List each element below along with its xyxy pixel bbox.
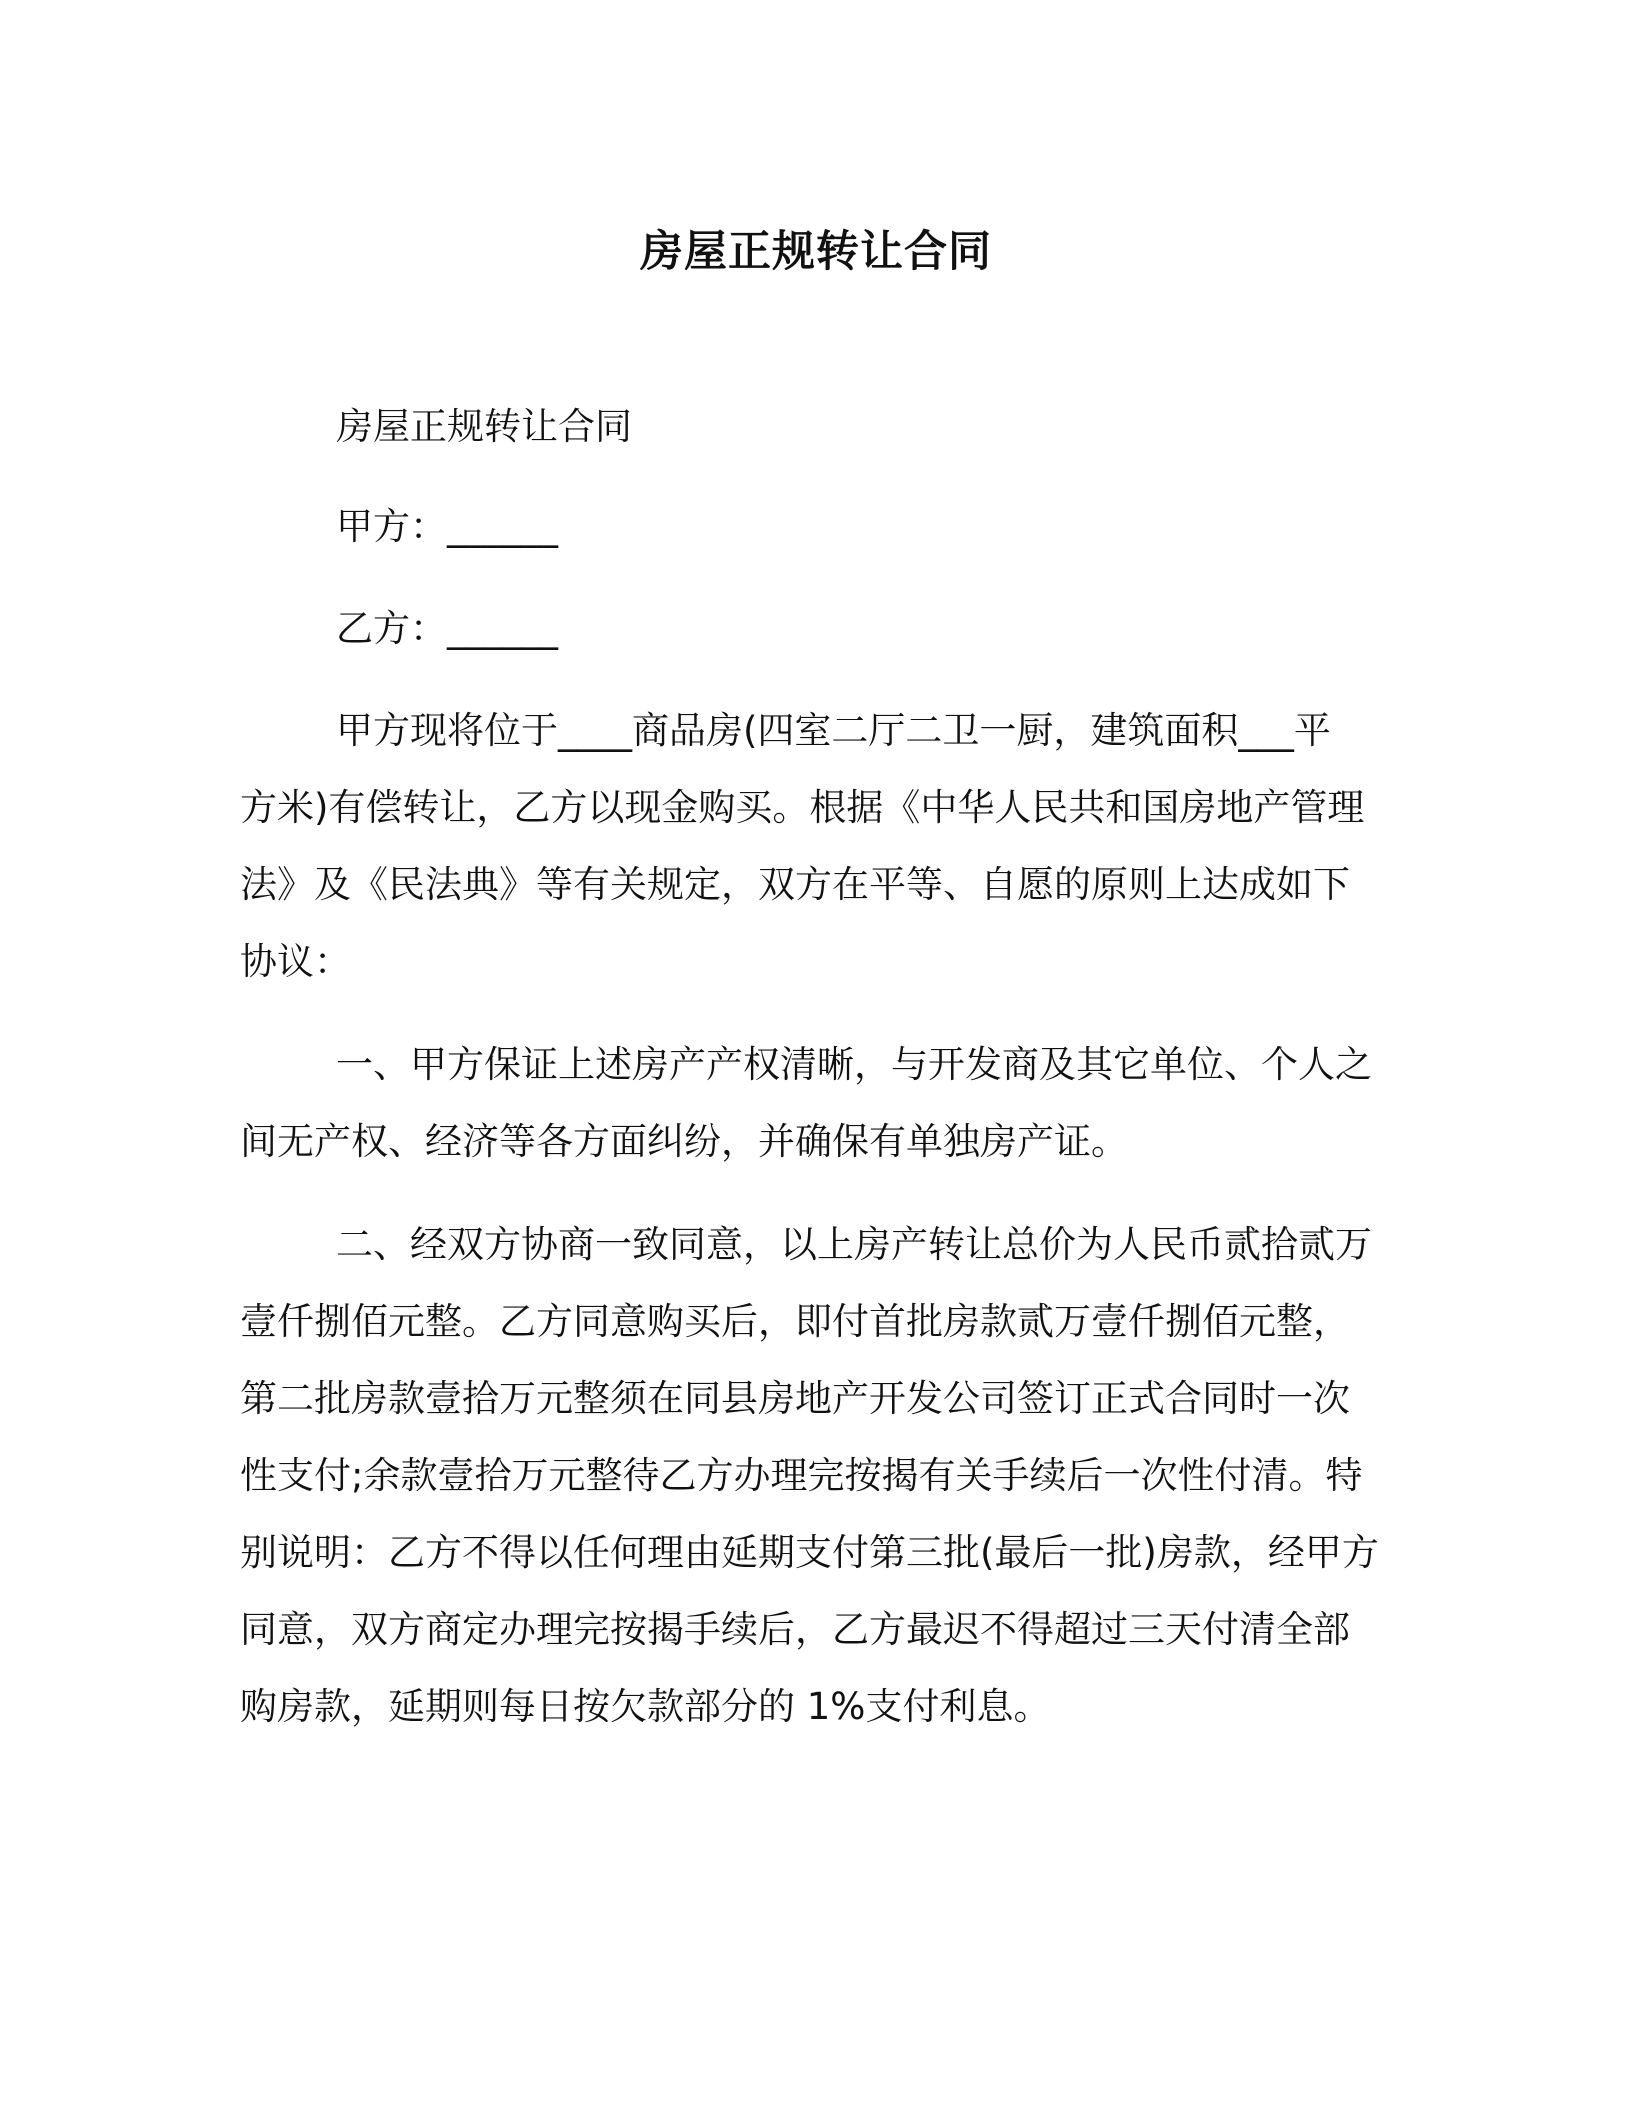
intro-line: 甲方现将位于____商品房(四室二厅二卫一厨，建筑面积___平: [336, 709, 1331, 752]
clause-2-line: 购房款，延期则每日按欠款部分的 1%支付利息。: [240, 1685, 1051, 1728]
clause-1-line: 一、甲方保证上述房产产权清晰，与开发商及其它单位、个人之: [336, 1043, 1372, 1086]
clause-1-line: 间无产权、经济等各方面纠纷，并确保有单独房产证。: [240, 1120, 1128, 1163]
party-b-line: [240, 590, 1372, 667]
clause-2-line: 别说明：乙方不得以任何理由延期支付第三批(最后一批)房款，经甲方: [240, 1531, 1379, 1574]
document-subtitle: [240, 388, 1372, 465]
party-a-text: 甲方：______: [336, 505, 558, 548]
intro-line: 方米)有偿转让，乙方以现金购买。根据《中华人民共和国房地产管理: [240, 786, 1365, 829]
party-b-text: 乙方：______: [336, 607, 558, 650]
clause-2-line: 性支付;余款壹拾万元整待乙方办理完按揭有关手续后一次性付清。特: [240, 1454, 1363, 1497]
party-a-line: [240, 488, 1372, 565]
clause-1-paragraph: [240, 1026, 1372, 1180]
clause-2-line: 二、经双方协商一致同意，以上房产转让总价为人民币贰拾贰万: [336, 1223, 1372, 1266]
document-title: 房屋正规转让合同: [640, 227, 992, 277]
clause-2-line: 同意，双方商定办理完按揭手续后，乙方最迟不得超过三天付清全部: [240, 1608, 1350, 1651]
clause-2-line: 壹仟捌佰元整。乙方同意购买后，即付首批房款贰万壹仟捌佰元整，: [240, 1300, 1350, 1343]
intro-paragraph: [240, 692, 1372, 1000]
intro-line: 协议：: [240, 940, 351, 983]
clause-2-line: 第二批房款壹拾万元整须在同县房地产开发公司签订正式合同时一次: [240, 1377, 1350, 1420]
clause-2-paragraph: [240, 1206, 1379, 1745]
subtitle-text: 房屋正规转让合同: [336, 405, 632, 448]
intro-line: 法》及《民法典》等有关规定，双方在平等、自愿的原则上达成如下: [240, 863, 1350, 906]
